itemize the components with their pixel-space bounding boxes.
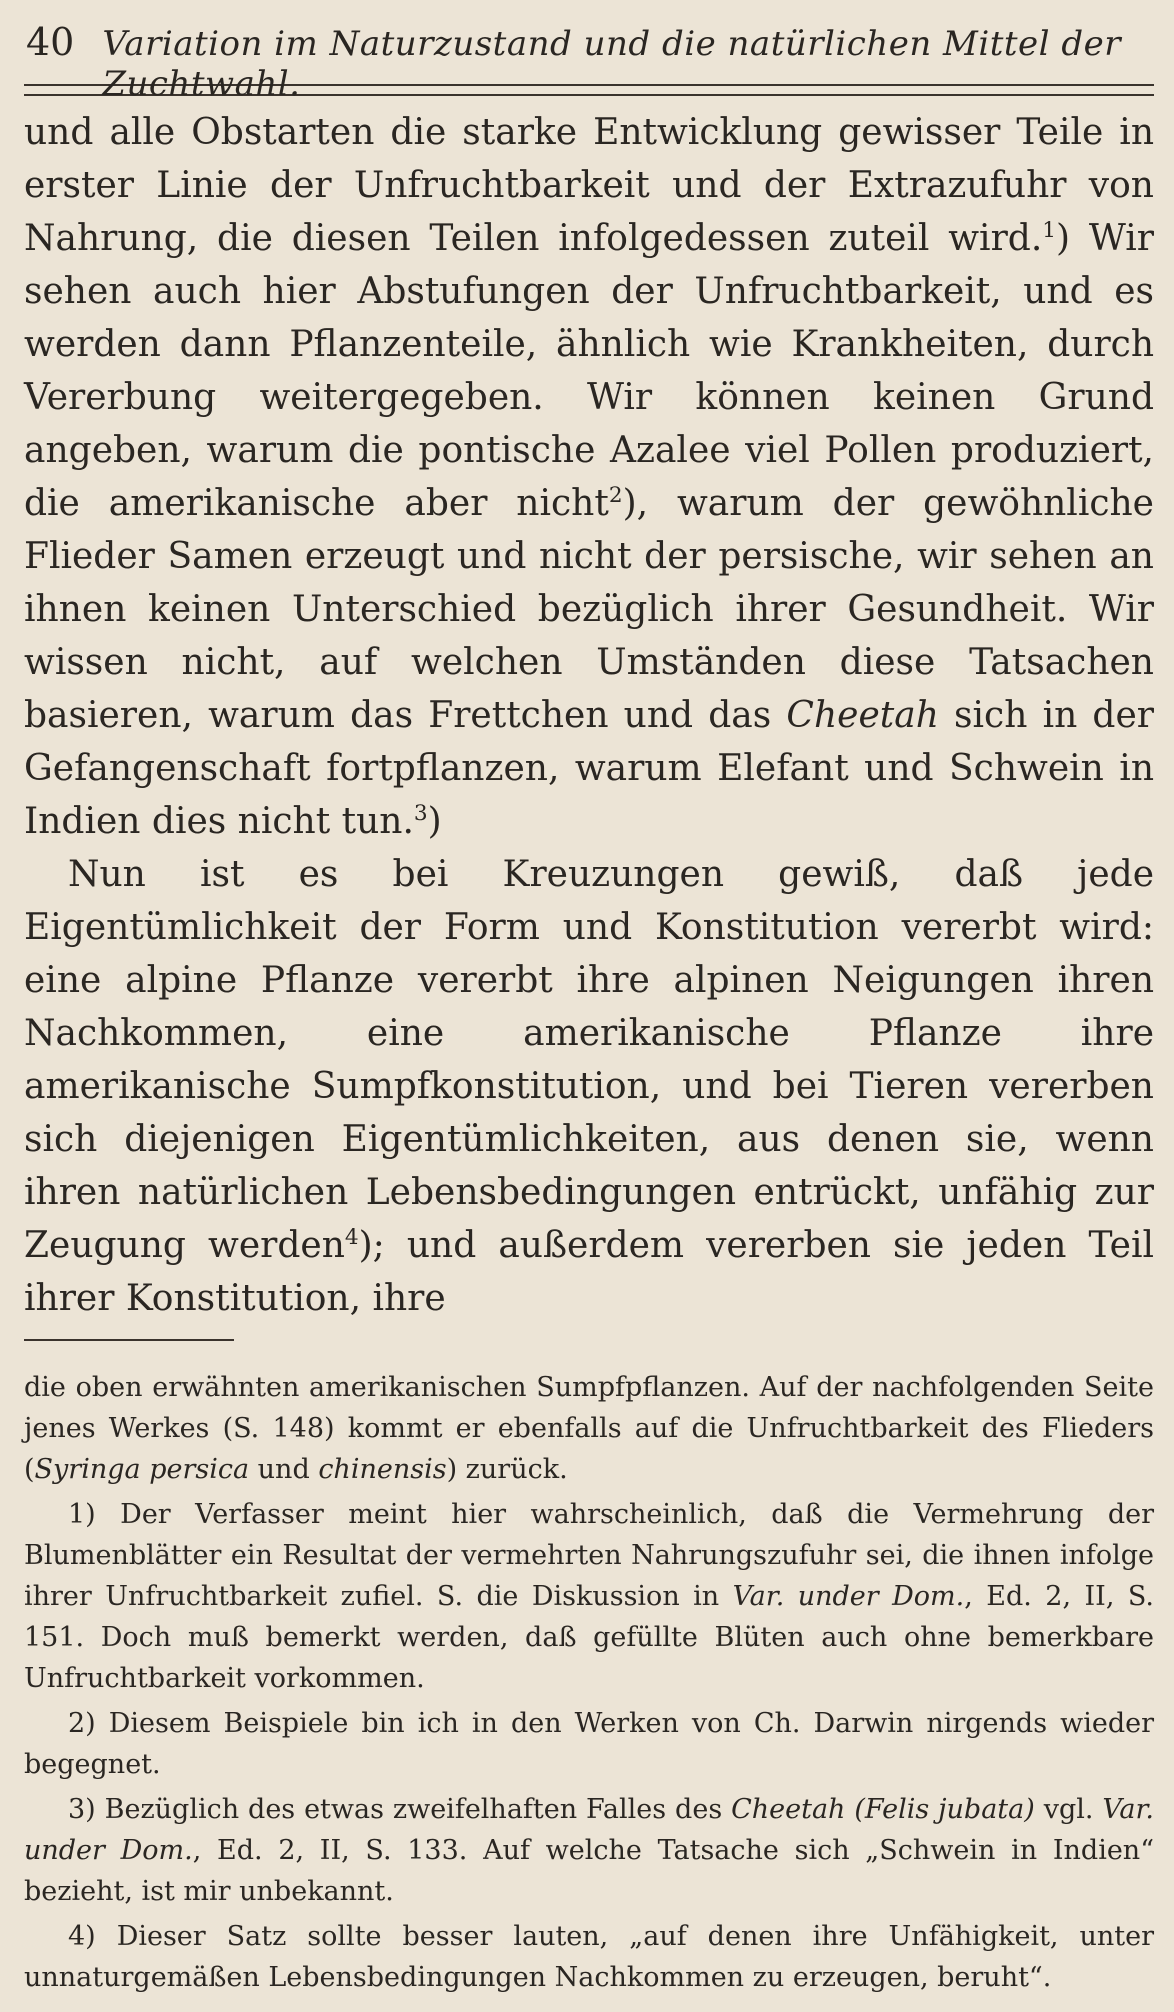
- footnote-2: 2) Diesem Beispiele bin ich in den Werken von Ch. Darwin nirgends wieder begegnet.: [24, 1708, 1154, 1780]
- footnote-ref-1: 1: [1042, 218, 1057, 243]
- footnotes: [24, 1367, 1154, 1998]
- paragraph-2: Nun ist es bei Kreuzungen gewiß, daß jede Eigentümlichkeit der Form und Konstitution vererbt wird: eine alpine Pflanze vererbt ihre alpinen Neigungen ihren Nachkommen, eine amerikanische Pflanze ihre amerikanische Sumpfkonstitution, und bei Tieren vererben sich diejenigen Eigentümlichkeiten, aus denen sie, wenn ihren natürlichen Lebensbedingungen entrückt, unfähig zur Zeugung werden$^4$); und außerdem vererben sie jeden Teil ihrer Konstitution, ihre: [24, 854, 1154, 1319]
- main-text: [24, 106, 1154, 1325]
- footnote-4: 4) Dieser Satz sollte besser lauten, „auf denen ihre Unfähigkeit, unter unnaturgemäßen Lebensbedingungen Nachkommen zu erzeugen, beruht“.: [24, 1921, 1154, 1993]
- footnote-ref-4: 4: [344, 1225, 359, 1250]
- running-head: Variation im Naturzustand und die natürlichen Mittel der Zuchtwahl.: [102, 24, 1121, 104]
- footnote-3: 3) Bezüglich des etwas zweifelhaften Falles des Cheetah (Felis jubata) vgl. Var. under Dom., Ed. 2, II, S. 133. Auf welche Tatsache sich „Schwein in Indien“ bezieht, ist mir unbekannt.: [24, 1794, 1155, 1907]
- page-header: [24, 20, 1150, 104]
- footnote-ref-3: 3: [413, 801, 428, 826]
- paragraph-1: und alle Obstarten die starke Entwicklung gewisser Teile in erster Linie der Unfruchtbarkeit und der Extrazufuhr von Nahrung, die diesen Teilen infolgedessen zuteil wird.$^1$) Wir sehen auch hier Abstufungen der Unfruchtbarkeit, und es werden dann Pflanzenteile, ähnlich wie Krankheiten, durch Vererbung weitergegeben. Wir können keinen Grund angeben, warum die pontische Azalee viel Pollen produziert, die amerikanische aber nicht$^2$), warum der gewöhnliche Flieder Samen erzeugt und nicht der persische, wir sehen an ihnen keinen Unterschied bezüglich ihrer Gesundheit. Wir wissen nicht, auf welchen Umständen diese Tatsachen basieren, warum das Frettchen und das Cheetah sich in der Gefangenschaft fortpflanzen, warum Elefant und Schwein in Indien dies nicht tun.$^3$): [24, 112, 1154, 842]
- footnote-ref-2: 2: [608, 483, 623, 508]
- footnote-separator: [24, 1339, 234, 1341]
- page-number: 40: [26, 20, 75, 64]
- footnote-1: 1) Der Verfasser meint hier wahrscheinlich, daß die Vermehrung der Blumenblätter ein Resultat der vermehrten Nahrungszufuhr sei, die ihnen infolge ihrer Unfruchtbarkeit zufiel. S. die Diskussion in Var. under Dom., Ed. 2, II, S. 151. Doch muß bemerkt werden, daß gefüllte Blüten auch ohne bemerkbare Unfruchtbarkeit vorkommen.: [24, 1499, 1154, 1694]
- footnote-continuation: die oben erwähnten amerikanischen Sumpfpflanzen. Auf der nachfolgenden Seite jenes Werkes (S. 148) kommt er ebenfalls auf die Unfruchtbarkeit des Flieders (Syringa persica und chinensis) zurück.: [24, 1372, 1154, 1485]
